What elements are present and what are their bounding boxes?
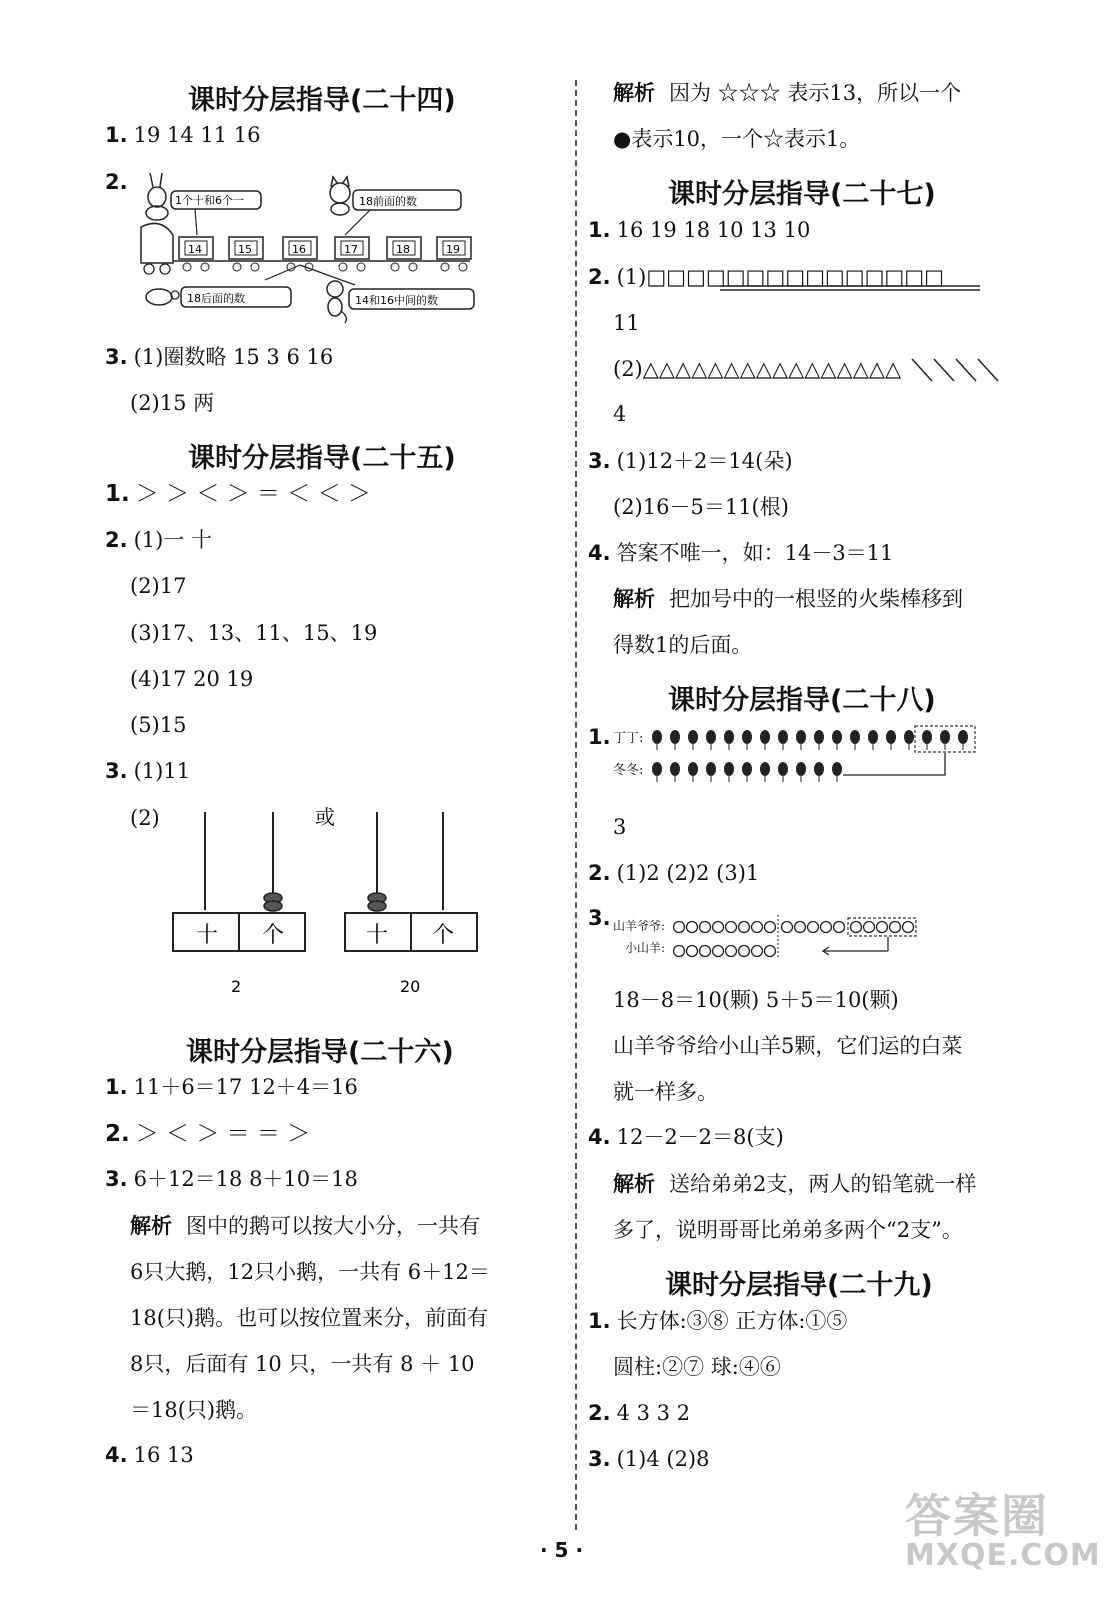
given-cabbages-box [848,918,916,936]
label-little-goat: 小山羊: [625,941,666,955]
abacus-figure [165,800,495,1000]
train-engine-icon [141,223,173,274]
answer-line: 1. 长方体:③⑧ 正方体:①⑤ [588,1309,848,1333]
answer-line: 2. 4 3 3 2 [588,1401,691,1425]
analysis-line: 8只，后面有 10 只，一共有 8 ＋ 10 [130,1352,475,1376]
analysis-line: 解析 把加号中的一根竖的火柴棒移到 [613,587,963,611]
dingding-balloons [652,730,968,750]
cross-out-marks [910,355,1005,385]
analysis-line: 解析 因为 ☆☆☆ 表示13，所以一个 [613,81,962,105]
train-car [229,237,263,271]
dongdong-balloons [652,762,842,782]
answer-line: 3. (1)12＋2＝14(朵) [588,449,793,473]
answer-line: 山羊爷爷给小山羊5颗，它们运的白菜 [613,1034,963,1058]
svg-text:16: 16 [292,243,306,256]
label-grandpa-goat: 山羊爷爷: [613,919,666,933]
answer-line: 2. ＞ ＜ ＞ ＝ ＝ ＞ [105,1121,311,1147]
label-rabbit: 1个十和6个一 [175,194,244,207]
answer-line: (2)15 两 [130,391,215,415]
svg-text:19: 19 [446,243,460,256]
tens-label: 十 [196,923,219,948]
answer-line: 3. (1)圈数略 15 3 6 16 [105,345,334,369]
answer-line: 4. 12－2－2＝8(支) [588,1125,784,1149]
answer-line: 4. 16 13 [105,1443,194,1467]
cat-icon [330,177,350,215]
answer-line: 11 [613,311,640,335]
answer-line: (2)16－5＝11(根) [613,495,789,519]
abacus-bead [368,901,386,911]
answer-line: 2. (1)2 (2)2 (3)1 [588,861,760,885]
answer-line: 3. (1)4 (2)8 [588,1447,710,1471]
number-train-figure [135,165,480,325]
watermark-logo: 答案圈 MXQE.COM [905,1489,1101,1573]
answer-line: 2. (1)□□□□□□□□□□□□□□□ [588,265,944,289]
left-column [0,0,560,1540]
train-car [179,237,213,271]
abacus-bead [264,901,282,911]
analysis-line: ＝18(只)鹅。 [130,1398,258,1422]
analysis-line: 多了，说明哥哥比弟弟多两个“2支”。 [613,1218,963,1242]
page-number: · 5 · [540,1538,584,1562]
answer-line: 3. (1)11 [105,759,191,783]
section-title-26: 课时分层指导(二十六) [186,1037,454,1068]
section-title-27: 课时分层指导(二十七) [668,179,936,210]
analysis-line: 解析 图中的鹅可以按大小分，一共有 [130,1214,480,1238]
answer-line: (2)17 [130,574,187,598]
train-car [283,237,317,271]
column-divider [575,80,577,1530]
or-label: 或 [315,805,335,829]
turtle-icon [146,289,179,305]
train-car [387,237,421,271]
svg-text:17: 17 [344,243,358,256]
answer-line: (3)17、13、11、15、19 [130,621,378,645]
analysis-line: 得数1的后面。 [613,633,753,657]
balloon-comparison-figure [647,725,992,785]
answer-line: (5)15 [130,713,187,737]
label-dingding: 丁丁: [613,731,644,746]
tens-label: 十 [366,923,389,948]
abacus-value: 2 [231,977,242,996]
section-title-28: 课时分层指导(二十八) [668,685,936,716]
abacus-value: 20 [400,977,421,996]
label-monkey: 14和16中间的数 [355,294,438,307]
answer-line: 1. 16 19 18 10 13 10 [588,218,811,242]
svg-text:18: 18 [396,243,410,256]
train-car [437,237,471,271]
bracket-line [718,283,988,293]
analysis-line: 6只大鹅，12只小鹅，一共有 6＋12＝ [130,1260,490,1284]
rabbit-icon [146,173,168,220]
section-title-24: 课时分层指导(二十四) [188,85,456,116]
question-number: 1. [588,725,611,749]
section-title-25: 课时分层指导(二十五) [188,443,456,474]
answer-line: 1. 11＋6＝17 12＋4＝16 [105,1075,358,1099]
answer-line: (2) [130,806,160,830]
grandpa-cabbages [674,922,914,933]
right-column [585,0,1105,1540]
section-title-29: 课时分层指导(二十九) [665,1270,933,1301]
little-goat-cabbages [674,946,776,957]
label-turtle: 18后面的数 [187,292,245,305]
answer-line: (4)17 20 19 [130,667,254,691]
answer-line: 就一样多。 [613,1080,718,1104]
answer-line: 圆柱:②⑦ 球:④⑥ [613,1355,781,1379]
ones-label: 个 [432,923,455,948]
answer-line: 3 [613,815,627,839]
monkey-icon [327,281,346,323]
label-dongdong: 冬冬: [613,763,644,778]
ones-label: 个 [262,923,285,948]
answer-line: 4 [613,402,627,426]
analysis-line: 18(只)鹅。也可以按位置来分，前面有 [130,1306,489,1330]
answer-line: 18－8＝10(颗) 5＋5＝10(颗) [613,988,899,1012]
svg-text:14: 14 [188,243,202,256]
answer-line: 3. 6＋12＝18 8＋10＝18 [105,1167,358,1191]
answer-line: (2)△△△△△△△△△△△△△△△△ [613,357,902,381]
answer-line: 1. 19 14 11 16 [105,123,261,147]
analysis-line: ●表示10，一个☆表示1。 [613,127,861,151]
train-car [335,237,369,271]
analysis-line: 解析 送给弟弟2支，两人的铅笔就一样 [613,1172,977,1196]
question-number: 2. [105,170,128,194]
cabbage-comparison-figure [673,915,973,965]
svg-text:15: 15 [238,243,252,256]
label-cat: 18前面的数 [359,195,417,208]
answer-line: 1. ＞ ＞ ＜ ＞ ＝ ＜ ＜ ＞ [105,481,371,507]
answer-line: 4. 答案不唯一，如：14－3＝11 [588,541,894,565]
question-number: 3. [588,906,611,930]
answer-line: 2. (1)一 十 [105,528,213,552]
